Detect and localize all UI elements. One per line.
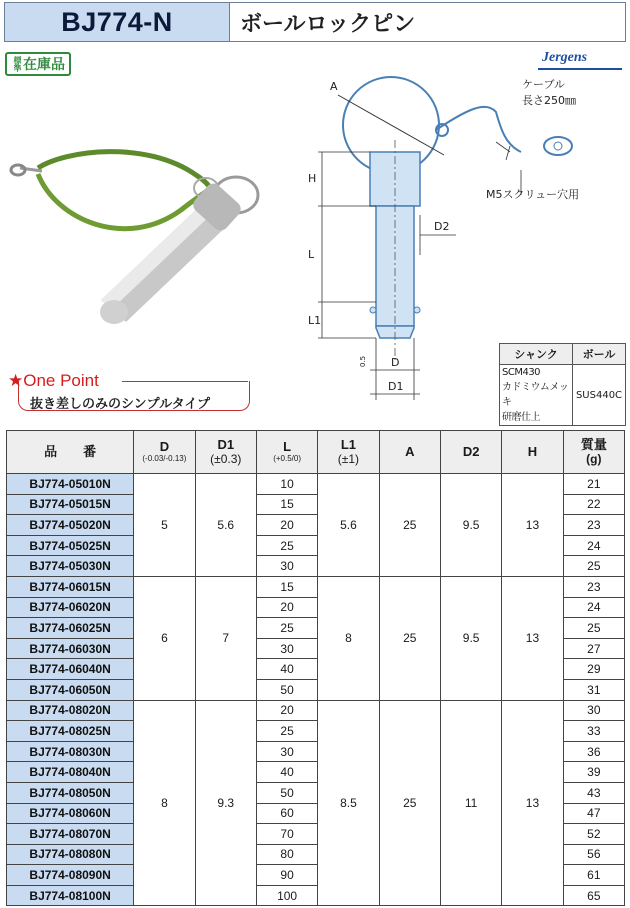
dim-L: L [308,248,315,261]
L-cell: 30 [256,556,317,577]
product-photo [6,140,276,340]
mass-cell: 23 [563,576,624,597]
dim-D1: D1 [388,380,404,393]
L1-cell: 8.5 [318,700,379,906]
part-number-cell: BJ774-06040N [7,659,134,680]
ball-material: SUS440C [573,365,626,426]
part-number-cell: BJ774-08040N [7,762,134,783]
mass-cell: 39 [563,762,624,783]
D1-cell: 7 [195,576,256,700]
screw-note: M5スクリュー穴用 [486,188,580,201]
part-number-cell: BJ774-08025N [7,721,134,742]
product-title: ボールロックピン [230,2,626,42]
standard-label: 標準 [13,56,22,72]
pin-image [100,180,244,324]
dim-A: A [330,80,338,93]
L-cell: 10 [256,474,317,495]
mass-cell: 25 [563,556,624,577]
L-cell: 20 [256,515,317,536]
L-cell: 30 [256,638,317,659]
dim-D: D [391,356,400,369]
table-row [7,700,625,721]
L-cell: 25 [256,535,317,556]
part-number-cell: BJ774-06015N [7,576,134,597]
spec-table-body [7,474,625,906]
H-cell: 13 [502,700,563,906]
L-cell: 40 [256,762,317,783]
mass-cell: 61 [563,865,624,886]
L-cell: 50 [256,782,317,803]
part-number-cell: BJ774-06030N [7,638,134,659]
A-cell: 25 [379,576,440,700]
L-cell: 20 [256,597,317,618]
mass-cell: 30 [563,700,624,721]
shank-material: SCM430 カドミウムメッキ 研磨仕上 [500,365,573,426]
part-number-cell: BJ774-05030N [7,556,134,577]
mass-cell: 31 [563,679,624,700]
part-number-cell: BJ774-05015N [7,494,134,515]
L1-cell: 8 [318,576,379,700]
mass-cell: 29 [563,659,624,680]
cable-eyelet-image [11,165,25,175]
H-cell: 13 [502,474,563,577]
col-D: D (-0.03/-0.13) [134,431,195,474]
mass-cell: 25 [563,618,624,639]
L-cell: 15 [256,494,317,515]
mass-cell: 27 [563,638,624,659]
stock-badge [5,52,71,76]
D2-cell: 11 [440,700,501,906]
dim-H: H [308,172,317,185]
in-stock-label: 在庫品 [23,57,65,73]
part-number-cell: BJ774-08100N [7,885,134,906]
dim-L1: L1 [308,314,322,327]
col-L1: L1 (±1) [318,431,379,474]
A-cell: 25 [379,474,440,577]
L-cell: 15 [256,576,317,597]
L-cell: 50 [256,679,317,700]
mass-cell: 22 [563,494,624,515]
part-number-cell: BJ774-08060N [7,803,134,824]
col-D1: D1 (±0.3) [195,431,256,474]
cable-note-2: 長さ250㎜ [522,94,576,107]
part-number-cell: BJ774-06025N [7,618,134,639]
mass-cell: 65 [563,885,624,906]
D1-cell: 5.6 [195,474,256,577]
L-cell: 80 [256,844,317,865]
L-cell: 30 [256,741,317,762]
D2-cell: 9.5 [440,474,501,577]
L-cell: 40 [256,659,317,680]
col-L: L (+0.5/0) [256,431,317,474]
L1-cell: 5.6 [318,474,379,577]
material-table [499,343,626,426]
mass-cell: 21 [563,474,624,495]
part-number-cell: BJ774-06050N [7,679,134,700]
mass-cell: 43 [563,782,624,803]
mass-cell: 56 [563,844,624,865]
col-mass: 質量 (g) [563,431,624,474]
mass-cell: 23 [563,515,624,536]
L-cell: 90 [256,865,317,886]
cable-image [38,152,210,192]
D-cell: 8 [134,700,195,906]
col-H: H [502,431,563,474]
part-number-cell: BJ774-08080N [7,844,134,865]
table-row [7,576,625,597]
part-number-cell: BJ774-08020N [7,700,134,721]
part-number-cell: BJ774-05025N [7,535,134,556]
shank-header: シャンク [500,344,573,365]
col-part-number: 品 番 [7,431,134,474]
part-number-cell: BJ774-06020N [7,597,134,618]
A-cell: 25 [379,700,440,906]
mass-cell: 24 [563,597,624,618]
D1-cell: 9.3 [195,700,256,906]
brand-logo: Jergens [542,50,588,65]
part-number-cell: BJ774-08070N [7,824,134,845]
part-number-cell: BJ774-08050N [7,782,134,803]
drawing-eyelet [544,137,572,155]
L-cell: 100 [256,885,317,906]
H-cell: 13 [502,576,563,700]
part-number-cell: BJ774-08090N [7,865,134,886]
cable-note-1: ケーブル [522,78,566,91]
onepoint-text: 抜き差しのみのシンプルタイプ [30,397,210,412]
dim-D2: D2 [434,220,450,233]
part-number-cell: BJ774-05020N [7,515,134,536]
mass-cell: 52 [563,824,624,845]
L-cell: 70 [256,824,317,845]
product-code: BJ774-N [4,2,230,42]
mass-cell: 36 [563,741,624,762]
spec-table [6,430,625,906]
mass-cell: 47 [563,803,624,824]
onepoint-line [122,381,248,382]
dim-chamfer: 0.5 [359,355,367,367]
onepoint-label: ★One Point [8,371,99,390]
part-number-cell: BJ774-05010N [7,474,134,495]
L-cell: 25 [256,618,317,639]
D-cell: 6 [134,576,195,700]
mass-cell: 33 [563,721,624,742]
mass-cell: 24 [563,535,624,556]
ball-header: ボール [573,344,626,365]
L-cell: 25 [256,721,317,742]
col-D2: D2 [440,431,501,474]
D2-cell: 9.5 [440,576,501,700]
part-number-cell: BJ774-08030N [7,741,134,762]
L-cell: 60 [256,803,317,824]
L-cell: 20 [256,700,317,721]
D-cell: 5 [134,474,195,577]
table-row [7,474,625,495]
col-A: A [379,431,440,474]
